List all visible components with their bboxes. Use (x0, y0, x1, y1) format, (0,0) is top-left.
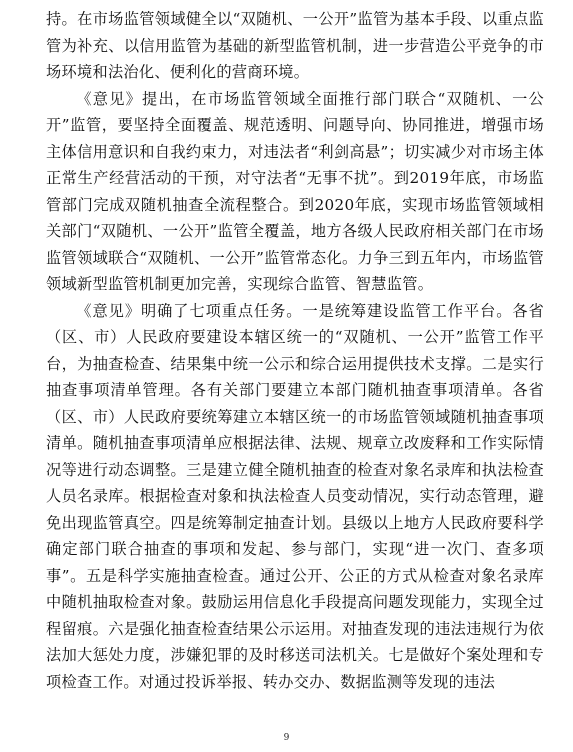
paragraph-key-tasks: 《意见》明确了七项重点任务。一是统筹建设监管工作平台。各省（区、市）人民政府要建设本辖区统一的“双随机、一公开”监管工作平台，为抽查检查、结果集中统一公示和综合运用提供技术支撑。二是实行抽查事项清单管理。各有关部门要建立本部门随机抽查事项清单。各省（区、市）人民政府要统筹建立本辖区统一的市场监管领域随机抽查事项清单。随机抽查事项清单应根据法律、法规、规章立改废释和工作实际情况等进行动态调整。三是建立健全随机抽查的检查对象名录库和执法检查人员名录库。根据检查对象和执法检查人员变动情况，实行动态管理，避免出现监管真空。四是统筹制定抽查计划。县级以上地方人民政府要科学确定部门联合抽查的事项和发起、参与部门，实现“进一次门、查多项事”。五是科学实施抽查检查。通过公开、公正的方式从检查对象名录库中随机抽取检查对象。鼓励运用信息化手段提高问题发现能力，实现全过程留痕。六是强化抽查检查结果公示运用。对抽查发现的违法违规行为依法加大惩处力度，涉嫌犯罪的及时移送司法机关。七是做好个案处理和专项检查工作。对通过投诉举报、转办交办、数据监测等发现的违法 (46, 301, 544, 691)
paragraph-opinion-goals: 《意见》提出，在市场监管领域全面推行部门联合“双随机、一公开”监管，要坚持全面覆盖、规范透明、问题导向、协同推进，增强市场主体信用意识和自我约束力，对违法者“利剑高悬”；切实减少对市场主体正常生产经营活动的干预，对守法者“无事不扰”。到2019年底，市场监管部门完成双随机抽查全流程整合。到2020年底，实现市场监管领域相关部门“双随机、一公开”监管全覆盖，地方各级人民政府相关部门在市场监管领域联合“双随机、一公开”监管常态化。力争三到五年内，市场监管领域新型监管机制更加完善，实现综合监管、智慧监管。 (46, 89, 544, 293)
paragraph-continuation: 持。在市场监管领域健全以“双随机、一公开”监管为基本手段、以重点监管为补充、以信用监管为基础的新型监管机制，进一步营造公平竞争的市场环境和法治化、便利化的营商环境。 (46, 10, 544, 81)
body-text (46, 6, 544, 695)
page-number: 9 (283, 733, 290, 743)
